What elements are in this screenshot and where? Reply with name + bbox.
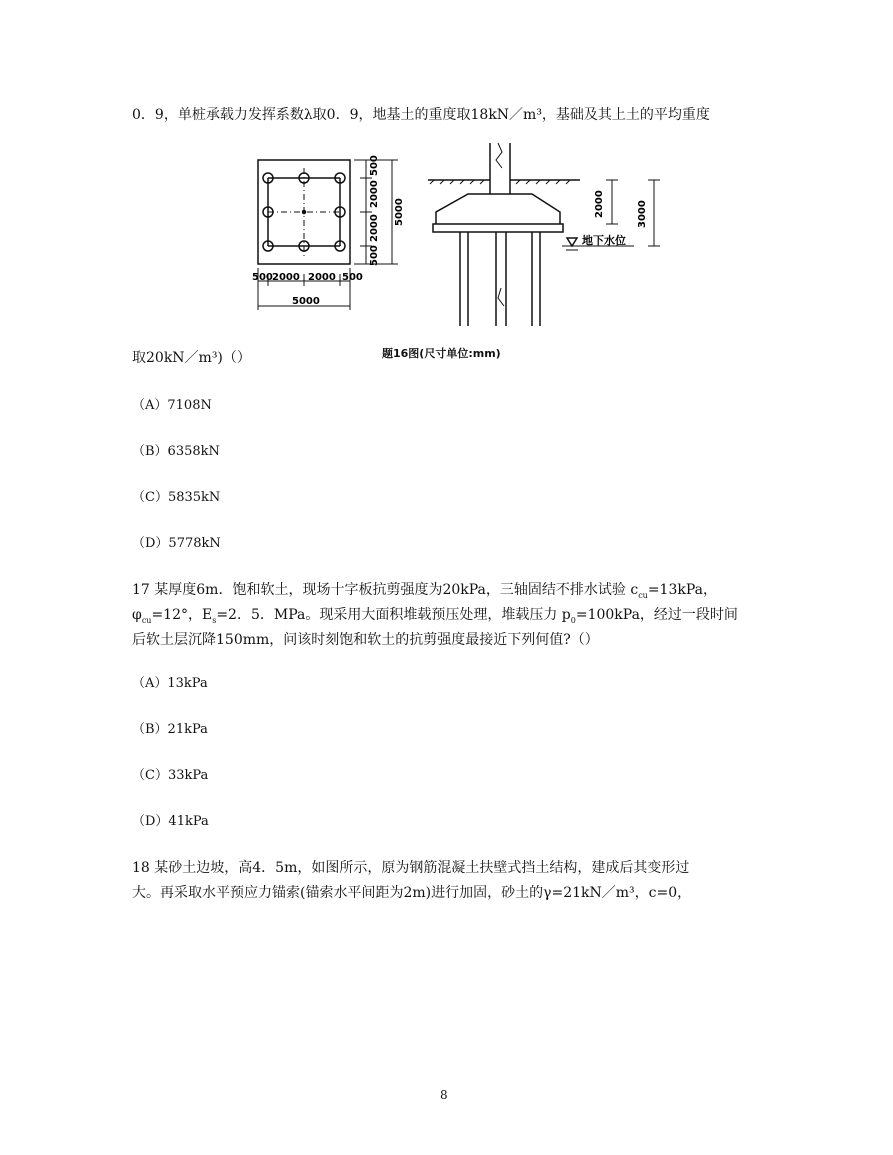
- page-number: 8: [440, 1088, 448, 1102]
- q17-line1-subscript: cu: [638, 590, 648, 600]
- elev-dim-3000: 3000: [637, 200, 648, 228]
- plan-dim-bottom-1: 500: [252, 272, 273, 283]
- plan-dim-bottom-4: 500: [342, 272, 363, 283]
- q17-line2-part-b: =12°，E: [151, 607, 213, 623]
- plan-dim-right-3: 2000: [369, 214, 380, 242]
- q18-text-line-2: 大。再采取水平预应力锚索(锚索水平间距为2m)进行加固，砂土的γ=21kN／m³，c=0，: [132, 885, 692, 901]
- foundation-figure: [240, 138, 660, 342]
- q17-text-line-2: [132, 605, 738, 625]
- q17-line2-part-c: =2．5．MPa。现采用大面积堆载预压处理，堆载压力 p: [216, 607, 571, 623]
- q17-text-line-3: 后软土层沉降150mm，问该时刻饱和软土的抗剪强度最接近下列何值?（）: [132, 632, 599, 648]
- q17-line2-sub-cu: cu: [141, 615, 152, 625]
- q16-option-c: （C）5835kN: [132, 490, 221, 505]
- water-table-label: 地下水位: [582, 234, 626, 247]
- plan-dim-right-total: 5000: [394, 198, 405, 226]
- q17-line1-end: =13kPa，: [647, 582, 717, 598]
- plan-dim-right-2: 2000: [369, 180, 380, 208]
- q17-text-line-1: [132, 580, 717, 600]
- q17-line2-part-d: =100kPa，经过一段时间: [575, 607, 738, 623]
- q16-option-b: （B）6358kN: [132, 444, 220, 459]
- q17-option-a: （A）13kPa: [132, 676, 208, 691]
- q17-option-d: （D）41kPa: [132, 814, 209, 829]
- q16-text-line-2: 取20kN／m³)（）: [132, 350, 251, 366]
- plan-dim-bottom-2: 2000: [272, 272, 300, 283]
- plan-dim-right-4: 500: [369, 245, 380, 266]
- q17-option-b: （B）21kPa: [132, 722, 208, 737]
- q16-text-line-1: 0．9，单桩承载力发挥系数λ取0．9，地基土的重度取18kN／m³，基础及其上土的平均重度: [132, 107, 710, 123]
- q17-option-c: （C）33kPa: [132, 768, 209, 783]
- figure-caption: 题16图(尺寸单位:mm): [382, 347, 501, 360]
- q17-line2-phi: φ: [132, 607, 142, 623]
- q18-text-line-1: 18 某砂土边坡，高4．5m，如图所示，原为钢筋混凝土扶壁式挡土结构，建成后其变形过: [132, 860, 690, 876]
- plan-dim-bottom-3: 2000: [308, 272, 336, 283]
- q16-option-d: （D）5778kN: [132, 536, 221, 551]
- plan-dim-right-1: 500: [369, 155, 380, 176]
- elev-dim-2000: 2000: [594, 190, 605, 218]
- q17-line1-text: 17 某厚度6m．饱和软土，现场十字板抗剪强度为20kPa，三轴固结不排水试验 c: [132, 582, 639, 598]
- q17-line2-sub-s: s: [212, 615, 217, 625]
- q16-option-a: （A）7108N: [132, 398, 212, 413]
- q17-line2-sub-0: 0: [570, 615, 576, 625]
- plan-dim-total: 5000: [292, 296, 320, 307]
